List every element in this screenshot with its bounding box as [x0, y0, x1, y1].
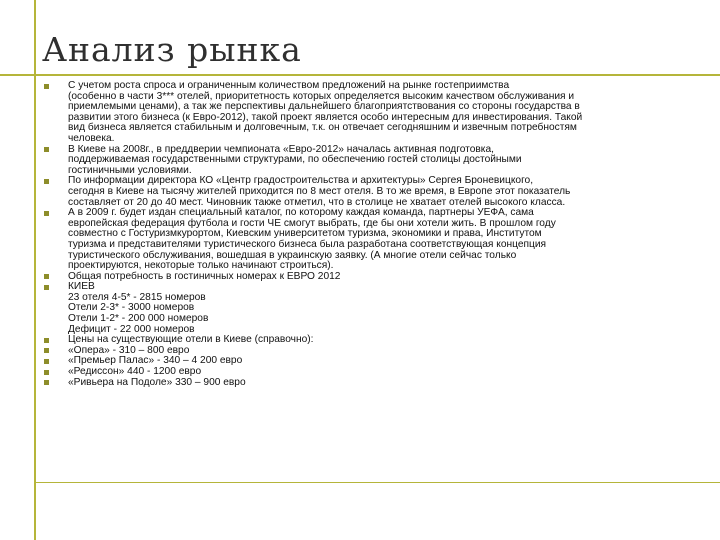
bullet-text-line: совместно с Гостуризмкурортом, Киевским университетом туризма, экономики и права, Институтом [68, 228, 542, 240]
bullet-item [44, 282, 694, 335]
square-bullet-icon [44, 370, 49, 375]
bullet-text-line: европейская федерация футбола и гости ЧЕ смогут выбрать, где бы они хотели жить. В прошлом году [68, 217, 556, 229]
bullet-text-line: «Премьер Палас» - 340 – 4 200 евро [68, 355, 243, 367]
bullet-text-line: сегодня в Киеве на тысячу жителей приходится по 8 мест отеля. В то же время, в Европе этот показатель [68, 185, 571, 197]
bullet-item [44, 208, 694, 272]
bottom-rule [36, 482, 720, 483]
square-bullet-icon [44, 359, 49, 364]
bullet-item [44, 81, 694, 145]
bullet-text-line: (особенно в части 3*** отелей, приоритетность которых определяется высоким качеством обслуживания и [68, 90, 575, 102]
bullet-text-line: «Ривьера на Подоле» 330 – 900 евро [68, 376, 246, 388]
bullet-item [44, 176, 694, 208]
bullet-text-line: составляет от 20 до 40 мест. Чиновник также отметил, что в столице не хватает отелей высокого класса. [68, 196, 566, 208]
bullet-text-line: КИЕВ [68, 281, 95, 293]
square-bullet-icon [44, 338, 49, 343]
bullet-item [44, 272, 694, 283]
bullet-text-line: гостиничными условиями. [68, 164, 192, 176]
bullet-text-line: туристического обслуживания, вошедшая в украинскую заявку. (А многие отели сейчас только [68, 249, 517, 261]
square-bullet-icon [44, 147, 49, 152]
bullet-text-line: «Редиссон» 440 - 1200 евро [68, 366, 202, 378]
bullet-text-line: 23 отеля 4-5* - 2815 номеров [68, 291, 206, 303]
bullet-text-line: Отели 1-2* - 200 000 номеров [68, 313, 209, 325]
bullet-text-line: человека. [68, 132, 115, 144]
bullet-text-line: С учетом роста спроса и ограниченным количеством предложений на рынке гостеприимства [68, 80, 510, 91]
bullet-text-line: поддерживаемая государственными структурами, по обеспечению гостей столицы достойными [68, 154, 522, 166]
bullet-text-line: Дефицит - 22 000 номеров [68, 323, 195, 335]
bullet-text-line: вид бизнеса является стабильным и долговечным, т.к. он отвечает сегодняшним и извечным потребностям [68, 122, 577, 134]
bullet-text-line: развитии этого бизнеса (к Евро-2012), такой проект является особо интересным для инвестирования. Такой [68, 111, 583, 123]
bullet-item [44, 378, 694, 389]
square-bullet-icon [44, 211, 49, 216]
square-bullet-icon [44, 380, 49, 385]
bullet-text-line: Отели 2-3* - 3000 номеров [68, 302, 195, 314]
square-bullet-icon [44, 179, 49, 184]
square-bullet-icon [44, 84, 49, 89]
slide-title: Анализ рынка [42, 30, 302, 69]
bullet-text-line: проектируются, некоторые только начинают строиться). [68, 260, 334, 272]
bullet-text-line: «Опера» - 310 – 800 евро [68, 344, 190, 356]
vertical-rule [34, 0, 36, 540]
title-underline [0, 74, 720, 76]
bullet-list [44, 81, 694, 388]
square-bullet-icon [44, 285, 49, 290]
bullet-text-line: Общая потребность в гостиничных номерах к ЕВРО 2012 [68, 270, 341, 282]
square-bullet-icon [44, 348, 49, 353]
bullet-text-line: приемлемыми ценами), а так же перспективы дальнейшего благоприятствования со стороны государства в [68, 101, 580, 113]
bullet-text-line: А в 2009 г. будет издан специальный каталог, по которому каждая команда, партнеры УЕФА, сама [68, 207, 534, 219]
square-bullet-icon [44, 274, 49, 279]
bullet-text-line: Цены на существующие отели в Киеве (справочно): [68, 334, 314, 346]
bullet-text-line: По информации директора КО «Центр градостроительства и архитектуры» Сергея Броневицкого, [68, 175, 534, 187]
bullet-item [44, 145, 694, 177]
bullet-text-line: В Киеве на 2008г., в преддверии чемпионата «Евро-2012» началась активная подготовка, [68, 143, 494, 155]
bullet-text-line: туризма и представителями туристического бизнеса была разработана соответствующая концепция [68, 238, 547, 250]
